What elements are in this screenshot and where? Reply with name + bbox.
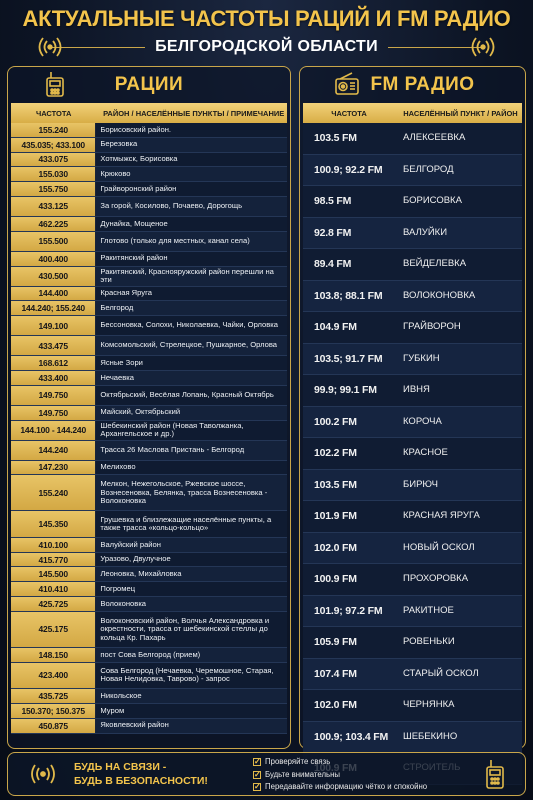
place-cell: Грушевка и близлежащие населённые пункты, а также трасса «кольцо-кольцо»	[96, 511, 287, 537]
subtitle-row	[0, 34, 533, 60]
frequency-cell: 435.725	[11, 689, 96, 703]
table-row	[11, 316, 287, 336]
table-row	[303, 690, 522, 722]
frequency-cell: 103.5 FM	[303, 123, 395, 154]
frequency-cell: 433.125	[11, 197, 96, 216]
place-cell: БИРЮЧ	[403, 478, 439, 490]
place-cell: Валуйский район	[96, 538, 287, 552]
frequency-cell: 155.750	[11, 182, 96, 196]
place-cell: ГРАЙВОРОН	[403, 321, 461, 333]
table-row	[303, 659, 522, 691]
place-cell: За горой, Косилово, Почаево, Дорогощь	[96, 197, 287, 216]
place-cell: Дунайка, Мощеное	[96, 217, 287, 231]
tip-item	[253, 769, 427, 782]
place-cell: Леоновка, Михайловка	[96, 567, 287, 581]
header	[0, 4, 533, 60]
frequency-cell: 149.750	[11, 406, 96, 420]
place-cell: РАКИТНОЕ	[403, 604, 454, 616]
table-row	[303, 155, 522, 187]
tip-item	[253, 756, 427, 769]
place-cell: КОРОЧА	[403, 415, 442, 427]
table-row	[11, 197, 287, 217]
table-row	[11, 232, 287, 252]
place-cell: ПРОХОРОВКА	[403, 573, 469, 585]
frequency-cell: 101.9 FM	[303, 501, 395, 532]
signal-waves-icon	[38, 37, 62, 57]
walkie-panel-title: РАЦИИ	[114, 74, 184, 95]
slogan	[74, 760, 208, 788]
table-row	[11, 138, 287, 153]
place-cell: КРАСНОЕ	[403, 447, 448, 459]
tip-text: Передавайте информацию чётко и спокойно	[265, 782, 428, 791]
frequency-cell: 100.9 FM	[303, 564, 395, 595]
table-row	[303, 722, 522, 754]
table-row	[303, 533, 522, 565]
radio-icon	[334, 71, 360, 97]
col-header-place: НАСЕЛЁННЫЙ ПУНКТ / РАЙОН	[403, 108, 518, 118]
table-row	[11, 153, 287, 168]
place-cell: Никольское	[96, 689, 287, 703]
table-row	[11, 704, 287, 719]
checkmark-icon	[253, 783, 261, 791]
place-cell: КРАСНАЯ ЯРУГА	[403, 510, 480, 522]
place-cell: Волоконовка	[96, 597, 287, 611]
place-cell: НОВЫЙ ОСКОЛ	[403, 541, 475, 553]
walkie-talkie-icon	[44, 71, 66, 97]
signal-waves-icon	[471, 37, 495, 57]
frequency-cell: 99.9; 99.1 FM	[303, 375, 395, 406]
place-cell: Яковлевский район	[96, 719, 287, 733]
frequency-cell: 149.100	[11, 316, 96, 335]
frequency-cell: 145.350	[11, 511, 96, 537]
fm-panel-title: FM РАДИО	[370, 74, 475, 95]
footer-banner	[7, 752, 526, 796]
table-row	[303, 438, 522, 470]
walkie-talkie-icon	[485, 759, 505, 789]
table-row	[303, 312, 522, 344]
frequency-cell: 104.9 FM	[303, 312, 395, 343]
place-cell: Мелихово	[96, 461, 287, 475]
frequency-cell: 155.240	[11, 123, 96, 137]
fm-table-header	[303, 103, 522, 123]
table-row	[303, 344, 522, 376]
frequency-cell: 144.240	[11, 441, 96, 460]
frequency-cell: 103.8; 88.1 FM	[303, 281, 395, 312]
table-row	[11, 648, 287, 663]
antenna-signal-icon	[30, 763, 56, 785]
slogan-line-1: БУДЬ НА СВЯЗИ -	[74, 761, 167, 773]
table-row	[303, 218, 522, 250]
place-cell: Березовка	[96, 138, 287, 152]
place-cell: Погромец	[96, 582, 287, 596]
table-row	[11, 386, 287, 406]
table-row	[11, 538, 287, 553]
place-cell: Мелкон, Нежегольское, Ржевское шоссе, Вознесеновка, Белянка, трасса Вознесеновка - Волоконовка	[96, 475, 287, 510]
table-row	[11, 441, 287, 461]
table-row	[11, 406, 287, 421]
table-row	[11, 663, 287, 690]
place-cell: ЧЕРНЯНКА	[403, 699, 455, 711]
divider-left	[50, 47, 145, 48]
walkie-table-header	[11, 103, 287, 123]
table-row	[303, 470, 522, 502]
table-row	[303, 186, 522, 218]
table-row	[11, 511, 287, 538]
frequency-cell: 450.875	[11, 719, 96, 733]
frequency-cell: 410.410	[11, 582, 96, 596]
table-row	[11, 612, 287, 648]
place-cell: Красная Яруга	[96, 287, 287, 301]
table-row	[303, 375, 522, 407]
table-row	[303, 596, 522, 628]
place-cell: Комсомольский, Стрелецкое, Пушкарное, Орлова	[96, 336, 287, 355]
frequency-cell: 433.075	[11, 153, 96, 167]
frequency-cell: 102.0 FM	[303, 533, 395, 564]
table-row	[11, 356, 287, 371]
frequency-cell: 102.2 FM	[303, 438, 395, 469]
table-row	[11, 182, 287, 197]
table-row	[11, 123, 287, 138]
walkie-table	[11, 103, 287, 734]
frequency-cell: 98.5 FM	[303, 186, 395, 217]
frequency-cell: 423.400	[11, 663, 96, 689]
col-header-place: РАЙОН / НАСЕЛЁННЫЕ ПУНКТЫ / ПРИМЕЧАНИЕ	[103, 108, 285, 118]
place-cell: ВАЛУЙКИ	[403, 226, 448, 238]
fm-table	[303, 103, 522, 785]
frequency-cell: 400.400	[11, 252, 96, 266]
place-cell: Шебекинский район (Новая Таволжанка, Архангельское и др.)	[96, 421, 287, 440]
frequency-cell: 103.5 FM	[303, 470, 395, 501]
place-cell: Борисовский район.	[96, 123, 287, 137]
table-row	[11, 336, 287, 356]
place-cell: Волоконовский район, Волчья Александровка и окрестности, трасса от шебекинской стеллы до кольца Кр. Пахарь	[96, 612, 287, 647]
place-cell: БЕЛГОРОД	[403, 163, 454, 175]
table-row	[11, 371, 287, 386]
safety-tips-list	[253, 756, 427, 794]
table-row	[303, 407, 522, 439]
place-cell: Ракитянский, Краснояружский район перешли на эти	[96, 267, 287, 286]
frequency-cell: 105.9 FM	[303, 627, 395, 658]
fm-table-body	[303, 123, 522, 785]
frequency-cell: 155.500	[11, 232, 96, 251]
table-row	[303, 123, 522, 155]
frequency-cell: 430.500	[11, 267, 96, 286]
fm-panel	[299, 66, 526, 749]
frequency-cell: 144.100 - 144.240	[11, 421, 96, 440]
table-row	[11, 252, 287, 267]
frequency-cell: 425.725	[11, 597, 96, 611]
frequency-cell: 150.370; 150.375	[11, 704, 96, 718]
frequency-cell: 100.9; 92.2 FM	[303, 155, 395, 186]
frequency-cell: 144.400	[11, 287, 96, 301]
place-cell: пост Сова Белгород (прием)	[96, 648, 287, 662]
walkie-panel	[7, 66, 291, 749]
place-cell: ИВНЯ	[403, 384, 430, 396]
table-row	[11, 475, 287, 511]
place-cell: Октябрьский, Весёлая Лопань, Красный Октябрь	[96, 386, 287, 405]
place-cell: ГУБКИН	[403, 352, 440, 364]
place-cell: РОВЕНЬКИ	[403, 636, 455, 648]
frequency-cell: 168.612	[11, 356, 96, 370]
frequency-cell: 101.9; 97.2 FM	[303, 596, 395, 627]
place-cell: Глотово (только для местных, канал села)	[96, 232, 287, 251]
frequency-cell: 103.5; 91.7 FM	[303, 344, 395, 375]
page-title: АКТУАЛЬНЫЕ ЧАСТОТЫ РАЦИЙ И FM РАДИО	[22, 6, 511, 31]
table-row	[11, 689, 287, 704]
place-cell: Уразово, Двулучное	[96, 553, 287, 567]
place-cell: СТАРЫЙ ОСКОЛ	[403, 667, 479, 679]
table-row	[11, 421, 287, 441]
frequency-cell: 433.475	[11, 336, 96, 355]
table-row	[11, 553, 287, 568]
tip-text: Проверяйте связь	[265, 757, 331, 766]
place-cell: Крюково	[96, 167, 287, 181]
place-cell: Белгород	[96, 301, 287, 315]
table-row	[303, 281, 522, 313]
checkmark-icon	[253, 771, 261, 779]
frequency-cell: 433.400	[11, 371, 96, 385]
frequency-cell: 155.030	[11, 167, 96, 181]
place-cell: ВЕЙДЕЛЕВКА	[403, 258, 467, 270]
place-cell: ВОЛОКОНОВКА	[403, 289, 476, 301]
divider-right	[388, 47, 483, 48]
place-cell: АЛЕКСЕЕВКА	[403, 132, 466, 144]
slogan-line-2: БУДЬ В БЕЗОПАСНОСТИ!	[74, 775, 208, 787]
frequency-cell: 148.150	[11, 648, 96, 662]
place-cell: Хотмыжск, Борисовка	[96, 153, 287, 167]
table-row	[11, 719, 287, 734]
frequency-cell: 435.035; 433.100	[11, 138, 96, 152]
place-cell: Ясные Зори	[96, 356, 287, 370]
table-row	[11, 287, 287, 302]
page-subtitle: БЕЛГОРОДСКОЙ ОБЛАСТИ	[155, 38, 378, 55]
place-cell: Нечаевка	[96, 371, 287, 385]
frequency-cell: 415.770	[11, 553, 96, 567]
place-cell: Грайворонский район	[96, 182, 287, 196]
frequency-cell: 92.8 FM	[303, 218, 395, 249]
fm-panel-header	[300, 67, 525, 103]
walkie-table-body	[11, 123, 287, 734]
col-header-frequency: ЧАСТОТА	[35, 108, 72, 118]
table-row	[303, 501, 522, 533]
table-row	[11, 217, 287, 232]
table-row	[11, 597, 287, 612]
frequency-cell: 149.750	[11, 386, 96, 405]
frequency-cell: 425.175	[11, 612, 96, 647]
tip-text: Будьте внимательны	[265, 769, 340, 779]
frequency-cell: 155.240	[11, 475, 96, 510]
place-cell: БОРИСОВКА	[403, 195, 462, 207]
walkie-panel-header	[8, 67, 290, 103]
table-row	[11, 301, 287, 316]
place-cell: Трасса 26 Маслова Пристань - Белгород	[96, 441, 287, 460]
place-cell: ШЕБЕКИНО	[403, 730, 458, 742]
place-cell: Сова Белгород (Нечаевка, Черемошное, Старая, Новая Нелидовка, Таврово) - запрос	[96, 663, 287, 689]
table-row	[11, 461, 287, 476]
col-header-frequency: ЧАСТОТА	[331, 108, 367, 118]
frequency-cell: 89.4 FM	[303, 249, 395, 280]
frequency-cell: 145.500	[11, 567, 96, 581]
place-cell: Бессоновка, Солохи, Николаевка, Чайки, Орловка	[96, 316, 287, 335]
place-cell: Ракитянский район	[96, 252, 287, 266]
place-cell: Майский, Октябрьский	[96, 406, 287, 420]
frequency-cell: 100.9; 103.4 FM	[303, 722, 395, 753]
frequency-cell: 144.240; 155.240	[11, 301, 96, 315]
table-row	[303, 627, 522, 659]
tip-item	[253, 781, 427, 794]
table-row	[11, 267, 287, 287]
frequency-cell: 100.2 FM	[303, 407, 395, 438]
table-row	[11, 567, 287, 582]
table-row	[11, 167, 287, 182]
frequency-cell: 102.0 FM	[303, 690, 395, 721]
frequency-cell: 107.4 FM	[303, 659, 395, 690]
frequency-cell: 410.100	[11, 538, 96, 552]
frequency-cell: 147.230	[11, 461, 96, 475]
table-row	[11, 582, 287, 597]
frequency-cell: 462.225	[11, 217, 96, 231]
table-row	[303, 249, 522, 281]
checkmark-icon	[253, 758, 261, 766]
table-row	[303, 564, 522, 596]
place-cell: Муром	[96, 704, 287, 718]
